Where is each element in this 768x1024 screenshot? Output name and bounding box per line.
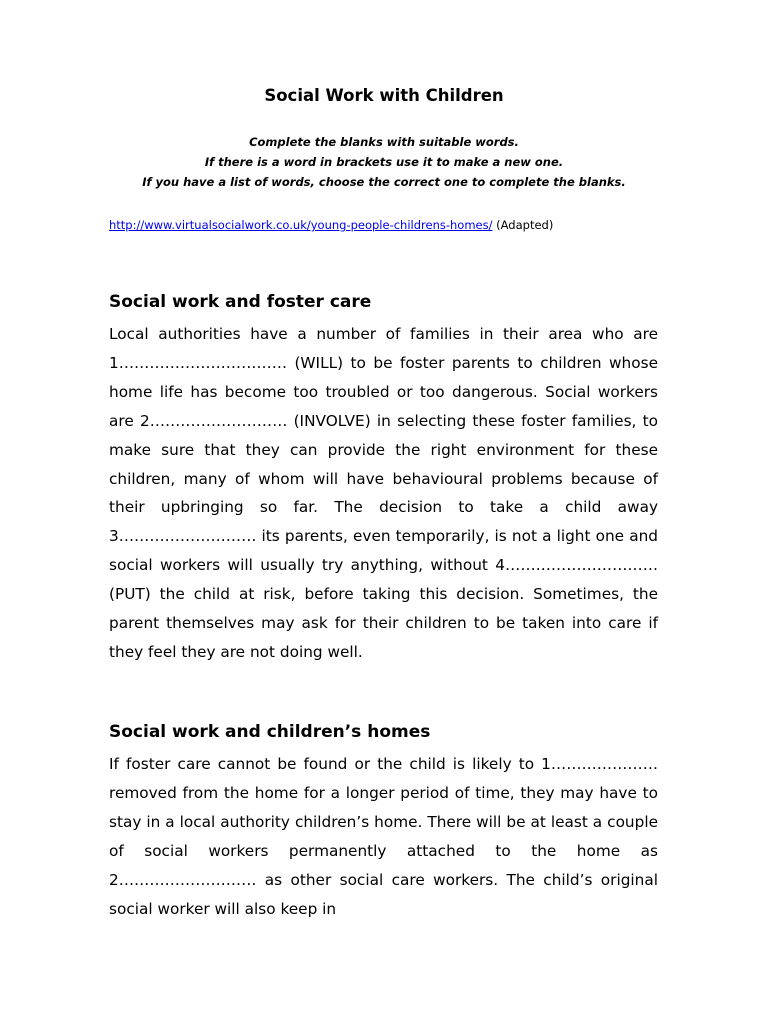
section-heading-childrens-homes: Social work and children’s homes: [109, 722, 431, 742]
document-title: Social Work with Children: [264, 86, 504, 105]
section-heading-foster-care: Social work and foster care: [109, 292, 372, 312]
source-reference: [109, 216, 553, 234]
instruction-line: If there is a word in brackets use it to make a new one.: [204, 155, 564, 169]
instructions: [0, 132, 768, 192]
section-body-foster-care: Local authorities have a number of families in their area who are 1…………………………… (WILL) to be foster parents to children whose home life has become too troubled or too dangerous. Social workers are 2……………………… (INVOLVE) in selecting these foster families, to make sure that they can provide the right environment for these children, many of whom will have behavioural problems because of their upbringing so far. The decision to take a child away 3……………………… its parents, even temporarily, is not a light one and social workers will usually try anything, without 4………………………… (PUT) the child at risk, before taking this decision. Sometimes, the parent themselves may ask for their children to be taken into care if they feel they are not doing well.: [109, 325, 658, 661]
instruction-line: Complete the blanks with suitable words.: [249, 135, 519, 149]
source-note: (Adapted): [492, 218, 554, 232]
section-body-childrens-homes: If foster care cannot be found or the child is likely to 1………………… removed from the home for a longer period of time, they may have to stay in a local authority children’s home. There will be at least a couple of social workers permanently attached to the home as 2……………………… as other social care workers. The child’s original social worker will also keep in: [109, 755, 658, 918]
source-link[interactable]: http://www.virtualsocialwork.co.uk/young-people-childrens-homes/: [109, 218, 493, 232]
instruction-line: If you have a list of words, choose the correct one to complete the blanks.: [142, 175, 626, 189]
